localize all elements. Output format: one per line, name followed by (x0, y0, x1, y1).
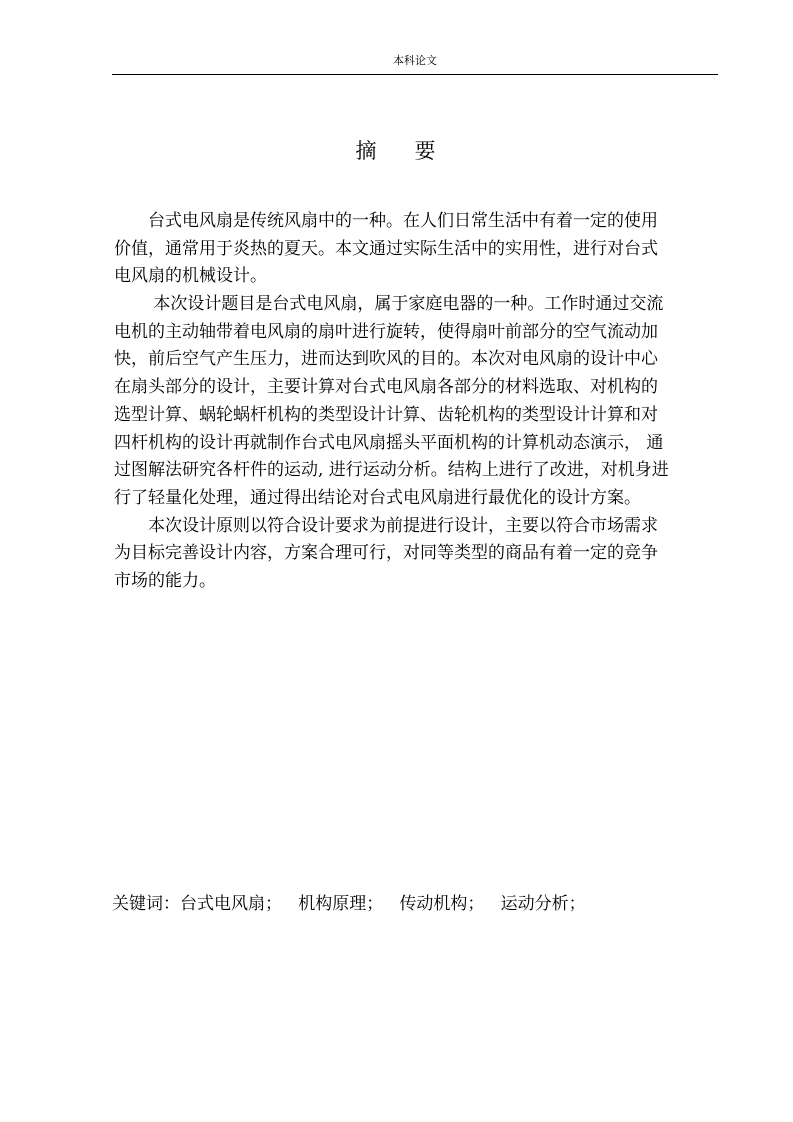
abstract-title-right: 要 (414, 139, 438, 163)
abstract-line: 在扇头部分的设计，主要计算对台式电风扇各部分的材料选取、对机构的 (114, 377, 658, 398)
abstract-line: 价值，通常用于炎热的夏天。本文通过实际生活中的实用性，进行对台式 (114, 238, 658, 259)
abstract-line: 台式电风扇是传统风扇中的一种。在人们日常生活中有着一定的使用 (114, 211, 658, 231)
keyword-item: 机构原理； (298, 894, 384, 914)
keyword-item: 传动机构； (399, 894, 485, 914)
abstract-line: 市场的能力。 (114, 570, 216, 591)
abstract-line: 本次设计原则以符合设计要求为前提进行设计，主要以符合市场需求 (114, 515, 658, 536)
abstract-line: 电风扇的机械设计。 (114, 266, 267, 287)
abstract-line: 为目标完善设计内容，方案合理可行，对同等类型的商品有着一定的竞争 (114, 543, 658, 564)
abstract-body (114, 208, 720, 596)
page-header (112, 54, 718, 75)
keyword-item: 运动分析； (500, 894, 586, 914)
abstract-title (0, 137, 793, 165)
abstract-line: 快，前后空气产生压力，进而达到吹风的目的。本次对电风扇的设计中心 (114, 349, 658, 370)
abstract-line: 行了轻量化处理，通过得出结论对台式电风扇进行最优化的设计方案。 (114, 487, 641, 508)
running-title: 本科论文 (393, 54, 437, 67)
keyword-item: 台式电风扇； (180, 894, 282, 914)
abstract-line: 过图解法研究各杆件的运动, 进行运动分析。结构上进行了改进，对机身进 (114, 460, 669, 481)
keywords-row (112, 890, 718, 918)
abstract-line: 电机的主动轴带着电风扇的扇叶进行旋转，使得扇叶前部分的空气流动加 (114, 321, 658, 342)
abstract-line: 四杆机构的设计再就制作台式电风扇摇头平面机构的计算机动态演示， 通 (114, 432, 664, 453)
abstract-title-left: 摘 (355, 139, 379, 163)
keywords-label: 关键词： (112, 894, 180, 914)
abstract-line: 本次设计题目是台式电风扇，属于家庭电器的一种。工作时通过交流 (114, 294, 664, 315)
abstract-line: 选型计算、蜗轮蜗杆机构的类型设计计算、齿轮机构的类型设计计算和对 (114, 404, 658, 425)
